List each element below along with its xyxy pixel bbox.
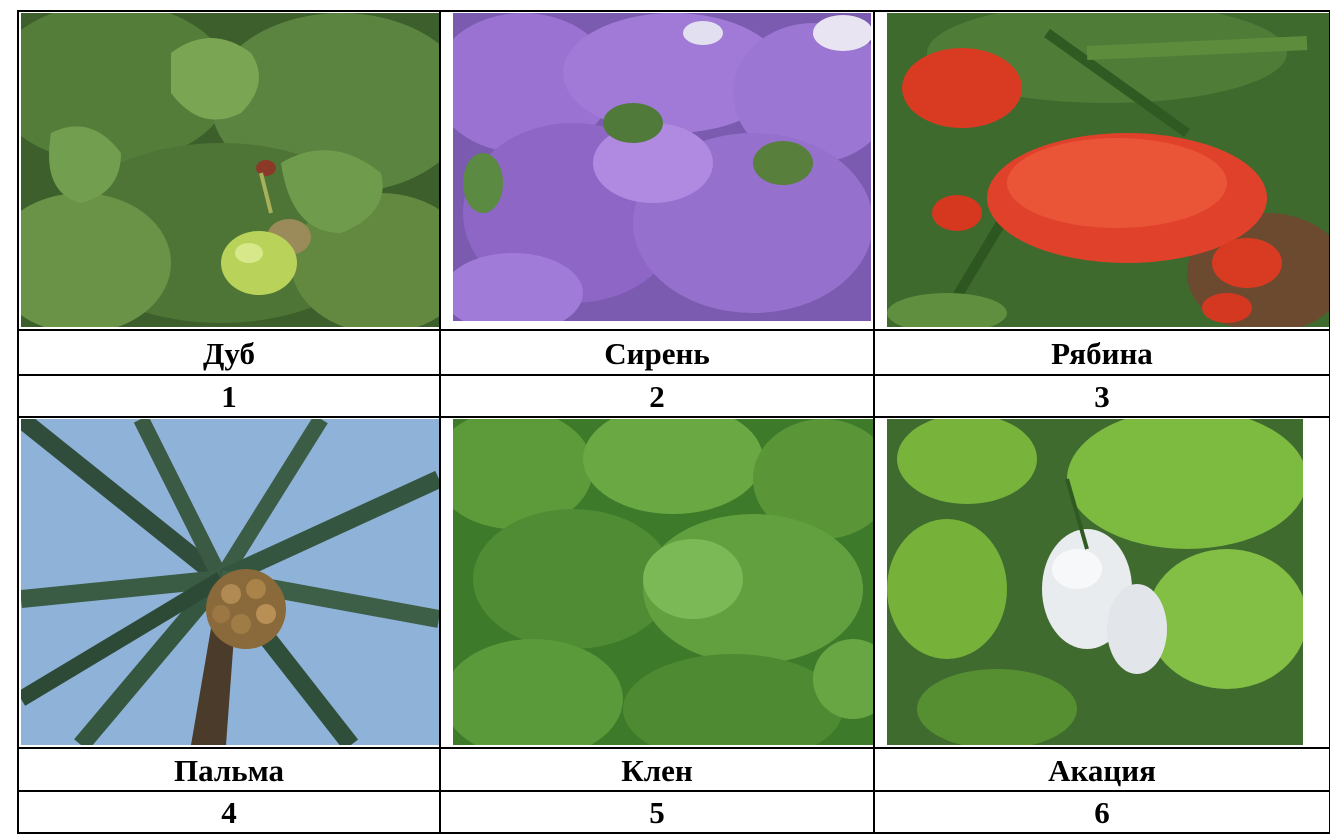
table-line [439, 10, 441, 834]
table-line [17, 416, 1330, 418]
plant-number: 1 [221, 379, 237, 414]
plant-name: Дуб [203, 336, 255, 371]
plant-name: Рябина [1051, 336, 1153, 371]
plant-name: Клен [621, 753, 693, 788]
table-line [17, 790, 1330, 792]
table-line [17, 10, 1330, 12]
table-line [17, 10, 19, 834]
plant-table [17, 10, 1330, 834]
plant-number: 2 [649, 379, 665, 414]
oak-photo [21, 13, 439, 327]
plant-name: Акация [1048, 753, 1156, 788]
plant-number: 4 [221, 795, 237, 830]
acacia-photo [887, 419, 1303, 745]
plant-number: 3 [1094, 379, 1110, 414]
plant-name: Сирень [604, 336, 710, 371]
table-line [17, 747, 1330, 749]
lilac-photo [453, 13, 871, 321]
rowan-photo [887, 13, 1329, 327]
table-line [17, 329, 1330, 331]
plant-number: 5 [649, 795, 665, 830]
maple-photo [453, 419, 873, 745]
table-line [17, 374, 1330, 376]
table-line [873, 10, 875, 834]
plant-name: Пальма [173, 753, 285, 788]
palm-photo [21, 419, 439, 745]
plant-number: 6 [1094, 795, 1110, 830]
